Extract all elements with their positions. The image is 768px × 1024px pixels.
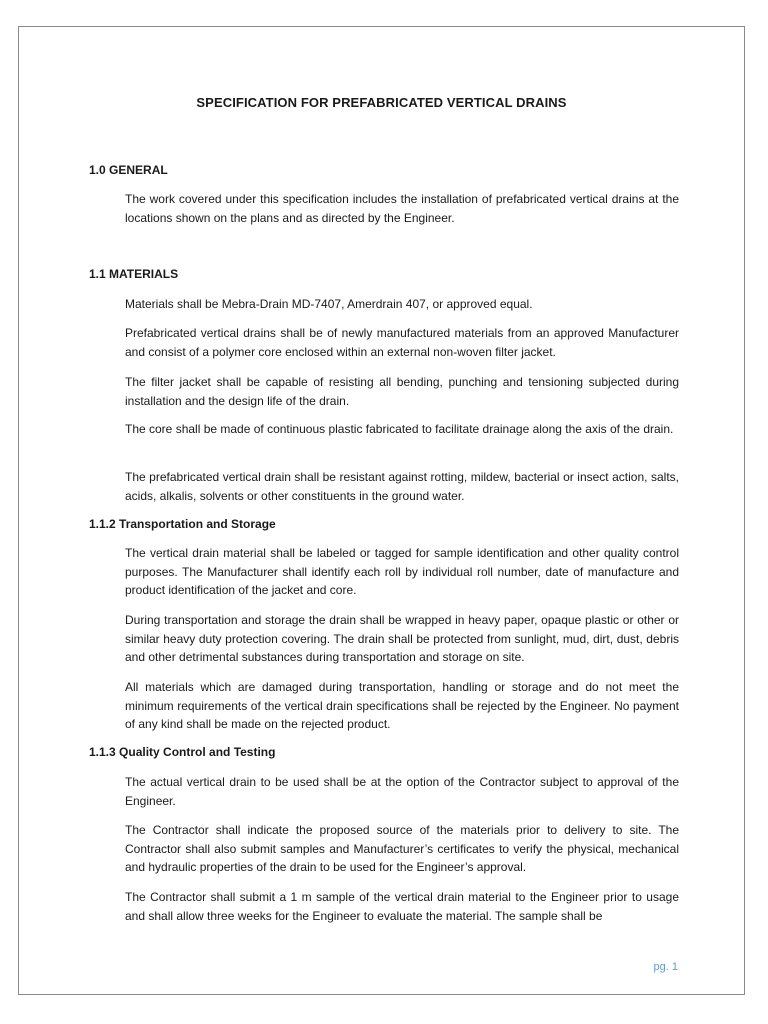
paragraph-quality-1: The actual vertical drain to be used shall be at the option of the Contractor subject to approval of the Engineer. (125, 775, 679, 808)
paragraph-transportation-2: During transportation and storage the drain shall be wrapped in heavy paper, opaque plastic or other or similar heavy duty protection covering. The drain shall be protected from sunlight, mud, dirt, dust, debris and other detrimental substances during transportation and storage on site. (125, 613, 679, 664)
paragraph-materials-3: The filter jacket shall be capable of resisting all bending, punching and tensioning subjected during installation and the design life of the drain. (125, 375, 679, 408)
paragraph-materials-4: The core shall be made of continuous plastic fabricated to facilitate drainage along the axis of the drain. (125, 422, 674, 436)
paragraph-materials-5: The prefabricated vertical drain shall be resistant against rotting, mildew, bacterial or insect action, salts, acids, alkalis, solvents or other constituents in the ground water. (125, 470, 679, 503)
paragraph-materials-1: Materials shall be Mebra-Drain MD-7407, Amerdrain 407, or approved equal. (125, 297, 533, 311)
document-title: SPECIFICATION FOR PREFABRICATED VERTICAL DRAINS (196, 95, 567, 110)
paragraph-materials-2: Prefabricated vertical drains shall be of newly manufactured materials from an approved Manufacturer and consist of a polymer core enclosed within an external non-woven filter jacket. (125, 326, 679, 359)
heading-materials: 1.1 MATERIALS (89, 267, 179, 281)
paragraph-transportation-3: All materials which are damaged during transportation, handling or storage and do not meet the minimum requirements of the vertical drain specifications shall be rejected by the Engineer. No payment of any kind shall be made on the rejected product. (125, 680, 679, 731)
paragraph-quality-2: The Contractor shall indicate the proposed source of the materials prior to delivery to site. The Contractor shall also submit samples and Manufacturer’s certificates to verify the physical, mechanical and hydraulic properties of the drain to be used for the Engineer’s approval. (125, 823, 679, 874)
paragraph-quality-3: The Contractor shall submit a 1 m sample of the vertical drain material to the Engineer prior to usage and shall allow three weeks for the Engineer to evaluate the material. The sample shall be (125, 890, 679, 923)
page-number: pg. 1 (653, 961, 678, 973)
heading-quality: 1.1.3 Quality Control and Testing (89, 745, 276, 759)
heading-general: 1.0 GENERAL (89, 163, 168, 177)
paragraph-general-1: The work covered under this specification includes the installation of prefabricated vertical drains at the locations shown on the plans and as directed by the Engineer. (125, 192, 679, 225)
heading-transportation: 1.1.2 Transportation and Storage (89, 517, 276, 531)
paragraph-transportation-1: The vertical drain material shall be labeled or tagged for sample identification and other quality control purposes. The Manufacturer shall identify each roll by individual roll number, date of manufacture and product identification of the jacket and core. (125, 546, 679, 597)
